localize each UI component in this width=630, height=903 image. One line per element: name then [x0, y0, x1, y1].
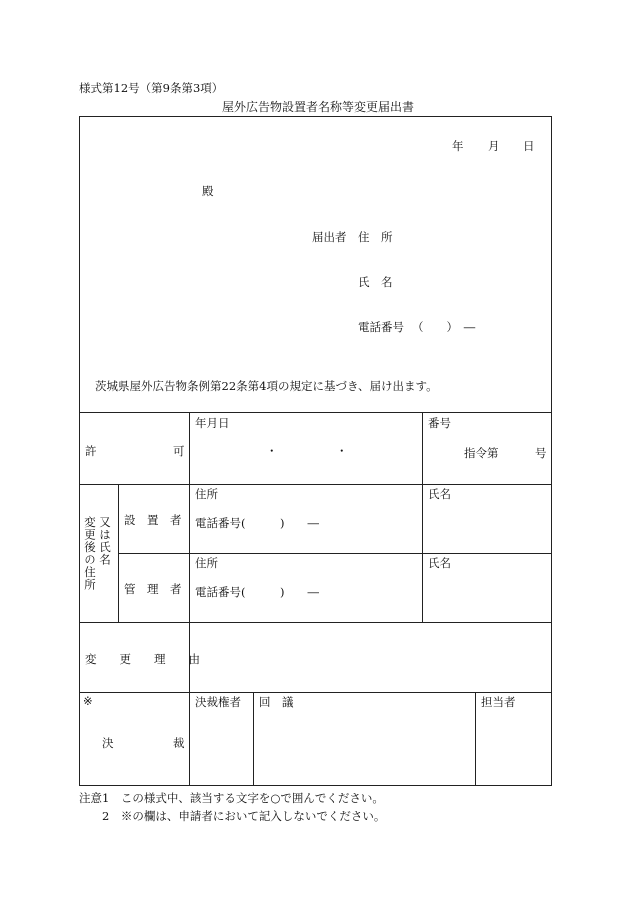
change-reason-field[interactable] — [192, 625, 548, 689]
installer-label: 設 置 者 — [124, 513, 182, 527]
permit-label-left: 許 — [85, 444, 97, 458]
permit-number-prefix: 指令第 — [464, 446, 499, 460]
addressee-field[interactable]: 殿 — [202, 184, 214, 198]
permit-number-header: 番号 — [428, 416, 451, 430]
notifier-phone-label: 電話番号 — [358, 320, 404, 334]
manager-label: 管 理 者 — [124, 582, 182, 596]
notifier-label: 届出者 — [312, 230, 347, 244]
notifier-address-field[interactable]: 住 所 — [358, 230, 393, 244]
manager-name-field[interactable]: 氏名 — [428, 556, 451, 570]
notifier-name-field[interactable]: 氏 名 — [358, 275, 393, 289]
manager-phone-field[interactable]: 電話番号( ) ― — [195, 585, 319, 599]
installer-address-field[interactable]: 住所 — [195, 487, 218, 501]
change-label-col2: 又は氏名 — [98, 516, 112, 566]
authority-label: 決裁権者 — [195, 695, 241, 709]
office-use-mark: ※ — [83, 694, 93, 708]
permit-date-dot-1: ・ — [266, 444, 278, 458]
statement-text: 茨城県屋外広告物条例第22条第4項の規定に基づき、届け出ます。 — [95, 379, 438, 393]
date-month-field[interactable]: 月 — [488, 139, 500, 153]
permit-date-dot-2: ・ — [336, 444, 348, 458]
permit-number-suffix: 号 — [535, 446, 547, 460]
manager-address-field[interactable]: 住所 — [195, 556, 218, 570]
decision-label-right: 裁 — [173, 736, 185, 750]
decision-label-left: 決 — [102, 736, 114, 750]
staff-label: 担当者 — [481, 695, 516, 709]
change-reason-label: 変 更 理 由 — [85, 652, 200, 666]
form-title: 屋外広告物設置者名称等変更届出書 — [222, 100, 415, 114]
note-2: 2 ※の欄は、申請者において記入しないでください。 — [102, 809, 386, 823]
form-number: 様式第12号（第9条第3項） — [79, 81, 224, 95]
date-day-field[interactable]: 日 — [523, 139, 535, 153]
installer-name-field[interactable]: 氏名 — [428, 487, 451, 501]
permit-date-header: 年月日 — [195, 416, 230, 430]
notifier-phone-field[interactable]: （ ） ― — [412, 320, 476, 334]
date-year-field[interactable]: 年 — [452, 139, 464, 153]
change-label-col1: 変更後の住所 — [83, 516, 97, 591]
installer-phone-field[interactable]: 電話番号( ) ― — [195, 516, 319, 530]
permit-label-right: 可 — [173, 444, 185, 458]
note-1: 注意1 この様式中、該当する文字を○で囲んでください。 — [79, 791, 384, 805]
review-label: 回 議 — [259, 695, 294, 709]
